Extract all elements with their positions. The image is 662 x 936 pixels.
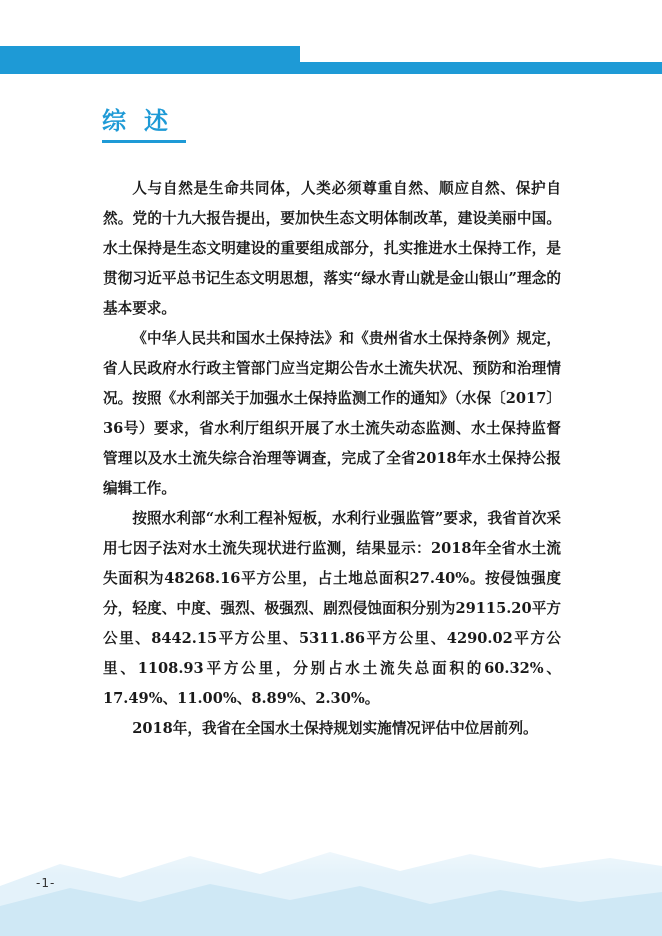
body-text bbox=[103, 174, 561, 744]
paragraph-4: 2018年，我省在全国水土保持规划实施情况评估中位居前列。 bbox=[132, 720, 538, 737]
paragraph-3: 按照水利部“水利工程补短板，水利行业强监管”要求，我省首次采用七因子法对水土流失现状进行监测，结果显示：2018年全省水土流失面积为48268.16平方公里，占土地总面积27.40%。按侵蚀强度分，轻度、中度、强烈、极强烈、剧烈侵蚀面积分别为29115.20平方公里、8442.15平方公里、5311.86平方公里、4290.02平方公里、1108.93平方公里，分别占水土流失总面积的60.32%、17.49%、11.00%、8.89%、2.30%。 bbox=[103, 510, 561, 707]
paragraph-1: 人与自然是生命共同体，人类必须尊重自然、顺应自然、保护自然。党的十九大报告提出，要加快生态文明体制改革，建设美丽中国。水土保持是生态文明建设的重要组成部分，扎实推进水土保持工作，是贯彻习近平总书记生态文明思想，落实“绿水青山就是金山银山”理念的基本要求。 bbox=[103, 180, 561, 317]
page-number: -1- bbox=[36, 876, 56, 890]
paragraph-2: 《中华人民共和国水土保持法》和《贵州省水土保持条例》规定，省人民政府水行政主管部门应当定期公告水土流失状况、预防和治理情况。按照《水利部关于加强水土保持监测工作的通知》（水保〔2017〕36号）要求，省水利厅组织开展了水土流失动态监测、水土保持监督管理以及水土流失综合治理等调查，完成了全省2018年水土保持公报编辑工作。 bbox=[103, 330, 561, 497]
section-title: 综述 bbox=[102, 104, 186, 143]
header-band bbox=[0, 46, 662, 74]
mountain-backdrop bbox=[0, 816, 662, 936]
